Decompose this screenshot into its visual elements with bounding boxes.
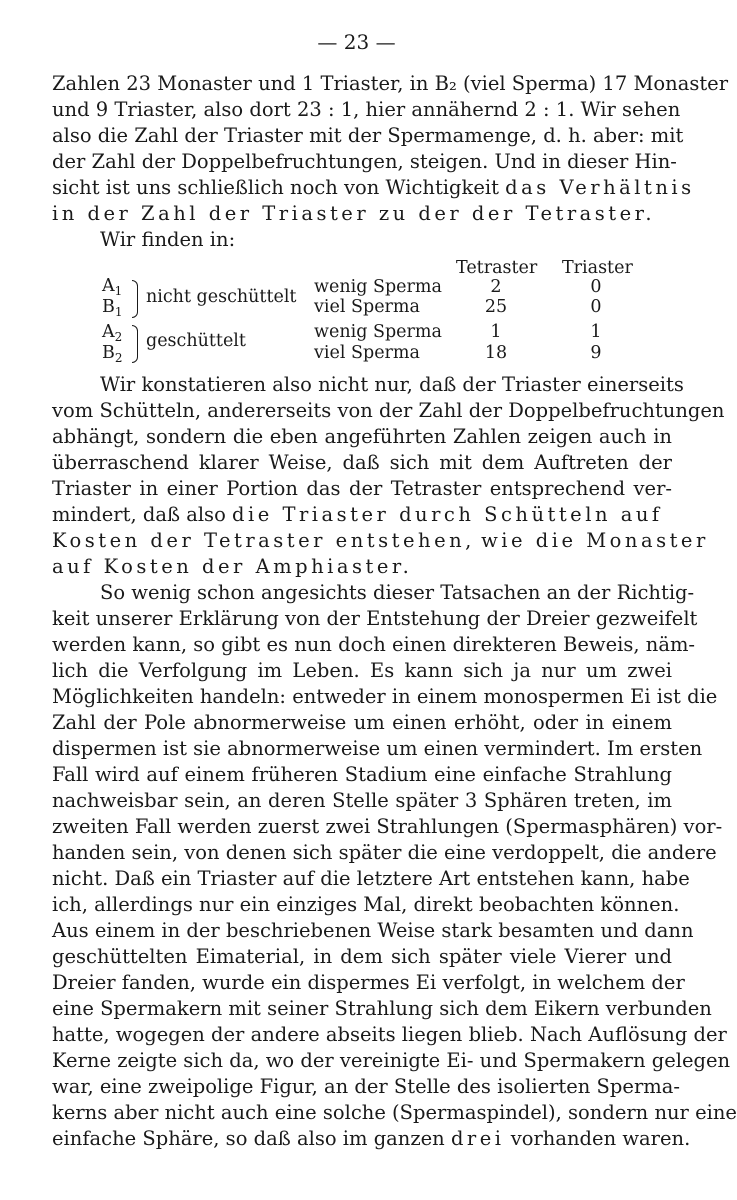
page-number: — 23 —	[317, 30, 396, 54]
sperma-label: wenig Sperma	[314, 277, 442, 297]
sperma-label: wenig Sperma	[314, 322, 442, 342]
text-line: geschüttelten Eimaterial, in dem sich später viele Vierer und	[52, 945, 672, 968]
text-line: kerns aber nicht auch eine solche (Spermaspindel), sondern nur eine	[52, 1101, 737, 1124]
spaced-emphasis: das Verhältnis	[505, 176, 695, 199]
text-line: eine Spermakern mit seiner Strahlung sich dem Eikern verbunden	[52, 997, 712, 1020]
text-line	[52, 176, 695, 200]
text-line: Zahl der Pole abnormerweise um einen erhöht, oder in einem	[52, 711, 672, 734]
text-line: Wir konstatieren also nicht nur, daß der Triaster einerseits	[100, 373, 684, 396]
text-run: mindert, daß also	[52, 503, 226, 526]
text-line: zweiten Fall werden zuerst zwei Strahlungen (Spermasphären) vor-	[52, 815, 723, 838]
cell-tetraster: 2	[490, 277, 502, 297]
sperma-label: viel Sperma	[314, 343, 420, 363]
table-intro: Wir finden in:	[100, 228, 236, 251]
text-line: So wenig schon angesichts dieser Tatsachen an der Richtig-	[100, 581, 695, 604]
text-run: einfache Sphäre, so daß also im ganzen	[52, 1127, 445, 1150]
text-line: Kerne zeigte sich da, wo der vereinigte Ei- und Spermakern gelegen	[52, 1049, 731, 1072]
text-line: Möglichkeiten handeln: entweder in einem monospermen Ei ist die	[52, 685, 718, 708]
cell-tetraster: 1	[490, 322, 502, 342]
cell-triaster: 0	[590, 297, 602, 317]
group-label: geschüttelt	[146, 331, 246, 351]
text-line: Triaster in einer Portion das der Tetraster entsprechend ver-	[52, 477, 672, 500]
text-run: vorhanden waren.	[510, 1127, 691, 1150]
column-header-triaster: Triaster	[562, 258, 633, 278]
text-line: Fall wird auf einem früheren Stadium eine einfache Strahlung	[52, 763, 672, 786]
spaced-emphasis: auf Kosten der Amphiaster.	[52, 555, 413, 578]
text-line: ich, allerdings nur ein einziges Mal, direkt beobachten können.	[52, 893, 680, 916]
row-label: $B_2$	[102, 343, 123, 365]
text-line: abhängt, sondern die eben angeführten Zahlen zeigen auch in	[52, 425, 672, 448]
row-label: $A_1$	[102, 276, 123, 298]
sperma-label: viel Sperma	[314, 297, 420, 317]
text-line: lich die Verfolgung im Leben. Es kann sich ja nur um zwei	[52, 659, 672, 682]
text-line: also die Zahl der Triaster mit der Spermamenge, d. h. aber: mit	[52, 124, 684, 147]
text-run: sicht ist uns schließlich noch von Wichtigkeit	[52, 176, 499, 199]
cell-tetraster: 18	[484, 343, 508, 363]
text-line: hatte, wogegen der andere abseits liegen blieb. Nach Auflösung der	[52, 1023, 727, 1046]
row-label: $A_2$	[102, 322, 123, 344]
spaced-emphasis: in der Zahl der Triaster zu der der Tetraster.	[52, 202, 656, 225]
brace	[132, 325, 138, 363]
spaced-emphasis: die Triaster durch Schütteln auf	[232, 503, 663, 526]
text-line: handen sein, von denen sich später die eine verdoppelt, die andere	[52, 841, 717, 864]
text-line: überraschend klarer Weise, daß sich mit dem Auftreten der	[52, 451, 672, 474]
spaced-emphasis: Kosten der Tetraster entstehen,	[52, 529, 475, 552]
spaced-emphasis: drei	[450, 1127, 505, 1150]
text-line: nachweisbar sein, an deren Stelle später 3 Sphären treten, im	[52, 789, 672, 812]
cell-triaster: 1	[590, 322, 602, 342]
text-line: vom Schütteln, andererseits von der Zahl der Doppelbefruchtungen	[52, 399, 725, 422]
text-line	[52, 1127, 691, 1151]
text-line: Zahlen 23 Monaster und 1 Triaster, in B₂ (viel Sperma) 17 Monaster	[52, 72, 729, 95]
text-line: war, eine zweipolige Figur, an der Stelle des isolierten Sperma-	[52, 1075, 680, 1098]
cell-tetraster: 25	[484, 297, 508, 317]
spaced-emphasis: wie die Monaster	[481, 529, 709, 552]
cell-triaster: 0	[590, 277, 602, 297]
column-header-tetraster: Tetraster	[456, 258, 538, 278]
brace	[132, 280, 138, 318]
text-line	[52, 529, 709, 553]
cell-triaster: 9	[590, 343, 602, 363]
text-line: dispermen ist sie abnormerweise um einen vermindert. Im ersten	[52, 737, 703, 760]
text-line: nicht. Daß ein Triaster auf die letztere Art entstehen kann, habe	[52, 867, 690, 890]
text-line	[52, 503, 672, 527]
text-line: werden kann, so gibt es nun doch einen direkteren Beweis, näm-	[52, 633, 696, 656]
text-line: Dreier fanden, wurde ein dispermes Ei verfolgt, in welchem der	[52, 971, 685, 994]
text-line: keit unserer Erklärung von der Entstehung der Dreier gezweifelt	[52, 607, 698, 630]
text-line: der Zahl der Doppelbefruchtungen, steigen. Und in dieser Hin-	[52, 150, 677, 173]
text-line: Aus einem in der beschriebenen Weise stark besamten und dann	[52, 919, 694, 942]
text-line: und 9 Triaster, also dort 23 : 1, hier annähernd 2 : 1. Wir sehen	[52, 98, 681, 121]
row-label: $B_1$	[102, 297, 123, 319]
group-label: nicht geschüttelt	[146, 287, 297, 307]
